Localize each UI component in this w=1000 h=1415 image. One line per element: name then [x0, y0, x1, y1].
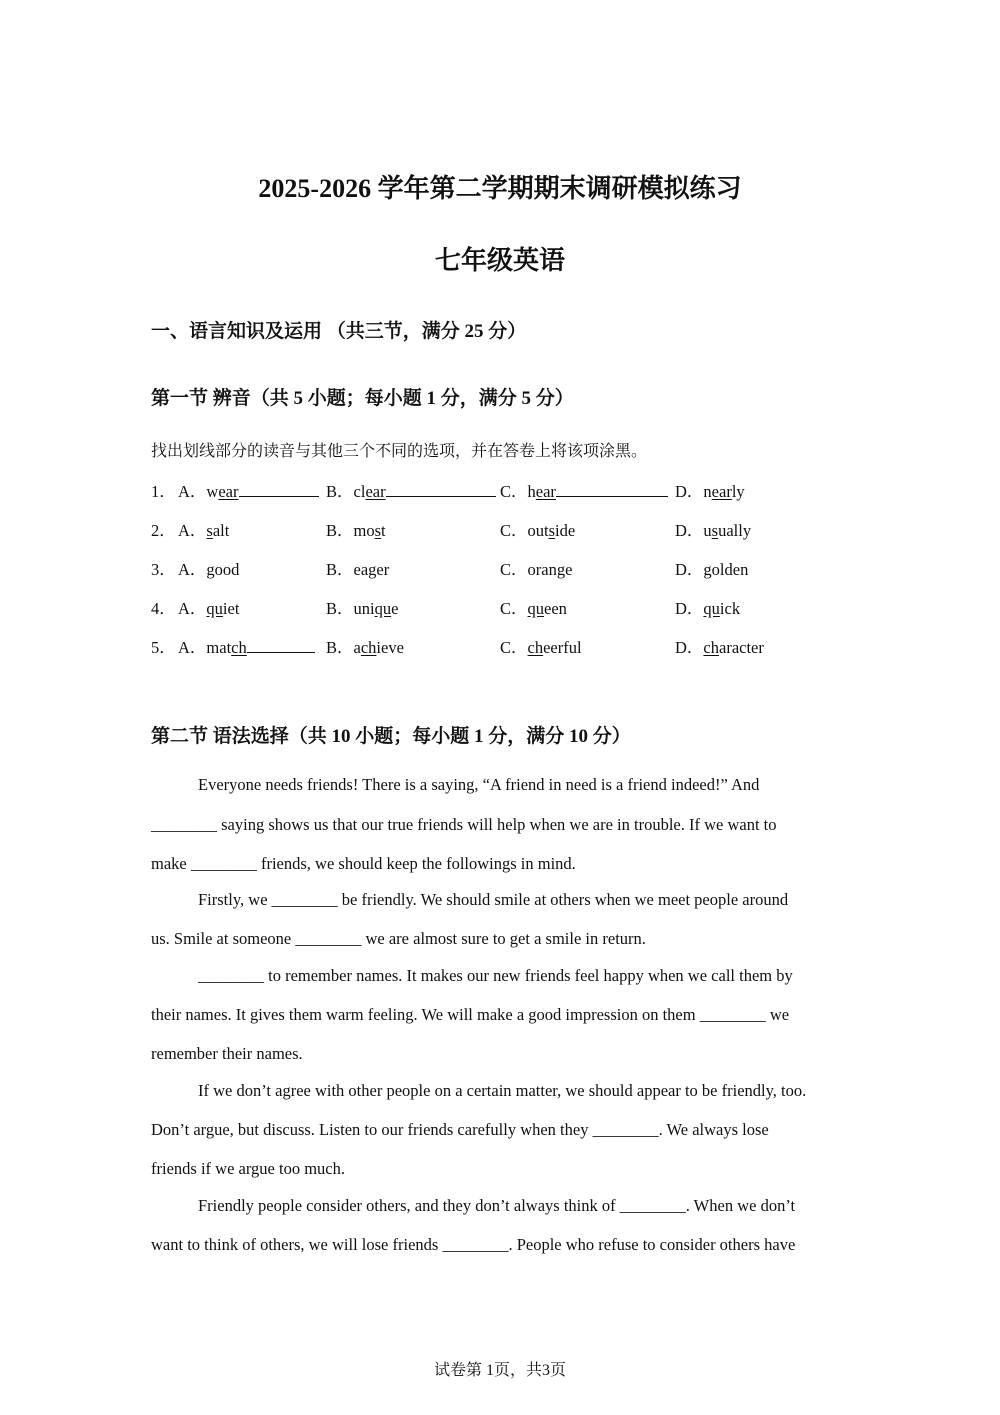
- option-word-start: uni: [353, 599, 375, 618]
- section1-heading: 第一节 辨音（共 5 小题；每小题 1 分，满分 5 分）: [151, 388, 574, 409]
- option-label: A．: [178, 560, 207, 579]
- option-label: A．: [178, 599, 207, 618]
- option-label: B．: [326, 599, 354, 618]
- option-word-end: ly: [731, 482, 745, 501]
- option-a: [178, 556, 239, 580]
- option-word-end: iet: [222, 599, 240, 618]
- option-c: [500, 634, 582, 658]
- question-number: 5．: [151, 638, 176, 657]
- underlined-letters: s: [711, 521, 719, 540]
- option-label: B．: [326, 521, 354, 540]
- option-a: [178, 595, 239, 619]
- option-d: [675, 478, 745, 502]
- option-word-start: u: [703, 521, 712, 540]
- option-d: [675, 595, 740, 619]
- option-label: A．: [178, 521, 207, 540]
- option-word-end: olden: [711, 560, 749, 579]
- option-c: [500, 556, 572, 580]
- passage-line: us. Smile at someone ________ we are almost sure to get a smile in return.: [151, 929, 646, 948]
- underlined-letters: ch: [231, 638, 247, 657]
- underline-trail: [247, 638, 315, 653]
- section2-heading: 第二节 语法选择（共 10 小题；每小题 1 分，满分 10 分）: [151, 726, 631, 747]
- passage-line: their names. It gives them warm feeling. We will make a good impression on them ________ we: [151, 1005, 790, 1024]
- section1-instruction: 找出划线部分的读音与其他三个不同的选项，并在答卷上将该项涂黑。: [151, 443, 648, 460]
- option-word-start: a: [353, 638, 361, 657]
- option-label: B．: [326, 482, 354, 501]
- option-label: C．: [500, 560, 528, 579]
- underlined-letters: ch: [360, 638, 377, 657]
- option-a: [178, 634, 315, 658]
- underline-trail: [239, 482, 319, 497]
- option-label: C．: [500, 521, 528, 540]
- passage-line: If we don’t agree with other people on a certain matter, we should appear to be friendly, too.: [198, 1081, 807, 1100]
- option-word-start: n: [703, 482, 712, 501]
- option-word-end: alt: [212, 521, 230, 540]
- passage-line: Everyone needs friends! There is a saying, “A friend in need is a friend indeed!” And: [198, 775, 760, 794]
- option-a: [178, 478, 319, 502]
- option-label: B．: [326, 638, 354, 657]
- option-word-end: een: [544, 599, 567, 618]
- underlined-letters: g: [206, 560, 215, 579]
- option-label: C．: [500, 482, 528, 501]
- question-number: 3．: [151, 560, 176, 579]
- underline-trail: [386, 482, 496, 497]
- underlined-letters: qu: [374, 599, 392, 618]
- option-word-end: ide: [555, 521, 576, 540]
- option-word-start: mo: [353, 521, 375, 540]
- option-word-end: er: [376, 560, 390, 579]
- option-word-end: ieve: [376, 638, 404, 657]
- underlined-letters: qu: [527, 599, 545, 618]
- option-b: [326, 595, 398, 619]
- underlined-letters: qu: [703, 599, 720, 618]
- underlined-letters: g: [368, 560, 377, 579]
- option-label: B．: [326, 560, 354, 579]
- option-c: [500, 517, 575, 541]
- page-footer: 试卷第 1页，共3页: [433, 1362, 566, 1379]
- underlined-letters: ear: [535, 482, 556, 501]
- option-a: [178, 517, 229, 541]
- option-word-start: out: [527, 521, 549, 540]
- option-b: [326, 517, 386, 541]
- question-number: 2．: [151, 521, 176, 540]
- option-b: [326, 556, 389, 580]
- passage-line: friends if we argue too much.: [151, 1159, 345, 1178]
- underlined-letters: ear: [711, 482, 732, 501]
- option-word-start: w: [206, 482, 219, 501]
- underlined-letters: ear: [218, 482, 239, 501]
- option-word-start: h: [527, 482, 536, 501]
- underlined-letters: s: [548, 521, 556, 540]
- passage-line: make ________ friends, we should keep the followings in mind.: [151, 854, 576, 873]
- underlined-letters: ch: [703, 638, 719, 657]
- option-label: D．: [675, 638, 704, 657]
- option-word-end: ood: [214, 560, 240, 579]
- option-word-start: cl: [353, 482, 366, 501]
- option-d: [675, 556, 748, 580]
- option-d: [675, 634, 764, 658]
- question-number: 1．: [151, 482, 176, 501]
- option-label: D．: [675, 599, 704, 618]
- option-word-end: t: [381, 521, 386, 540]
- option-label: A．: [178, 638, 207, 657]
- option-b: [326, 478, 496, 502]
- passage-line: Don’t argue, but discuss. Listen to our friends carefully when they ________. We always lose: [151, 1120, 769, 1139]
- option-label: D．: [675, 482, 704, 501]
- option-label: A．: [178, 482, 207, 501]
- passage-line: remember their names.: [151, 1044, 303, 1063]
- option-word-end: ually: [718, 521, 752, 540]
- option-word-start: mat: [206, 638, 232, 657]
- option-b: [326, 634, 404, 658]
- underlined-letters: qu: [206, 599, 223, 618]
- option-word-end: eerful: [543, 638, 582, 657]
- underlined-letters: ch: [527, 638, 544, 657]
- passage-line: Friendly people consider others, and they don’t always think of ________. When we don’t: [198, 1196, 796, 1215]
- passage-line: ________ saying shows us that our true friends will help when we are in trouble. If we want to: [151, 815, 777, 834]
- underline-trail: [556, 482, 668, 497]
- option-label: C．: [500, 638, 528, 657]
- underlined-letters: ear: [365, 482, 386, 501]
- passage-line: ________ to remember names. It makes our new friends feel happy when we call them by: [198, 966, 793, 985]
- part1-heading: 一、语言知识及运用 （共三节，满分 25 分）: [151, 321, 527, 342]
- underlined-letters: g: [703, 560, 712, 579]
- option-word-end: aracter: [719, 638, 764, 657]
- option-label: D．: [675, 560, 704, 579]
- option-word-start: oran: [527, 560, 557, 579]
- option-word-end: e: [565, 560, 573, 579]
- option-word-start: ea: [353, 560, 369, 579]
- passage-line: Firstly, we ________ be friendly. We should smile at others when we meet people around: [198, 890, 789, 909]
- underlined-letters: s: [374, 521, 382, 540]
- option-d: [675, 517, 751, 541]
- option-label: C．: [500, 599, 528, 618]
- passage-line: want to think of others, we will lose friends ________. People who refuse to consider others have: [151, 1235, 796, 1254]
- underlined-letters: g: [556, 560, 566, 579]
- option-c: [500, 478, 668, 502]
- option-c: [500, 595, 567, 619]
- exam-subtitle: 七年级英语: [434, 246, 565, 275]
- option-word-end: ick: [719, 599, 741, 618]
- question-number: 4．: [151, 599, 176, 618]
- option-word-end: e: [391, 599, 399, 618]
- option-label: D．: [675, 521, 704, 540]
- exam-title: 2025-2026 学年第二学期期末调研模拟练习: [258, 174, 742, 203]
- underlined-letters: s: [206, 521, 213, 540]
